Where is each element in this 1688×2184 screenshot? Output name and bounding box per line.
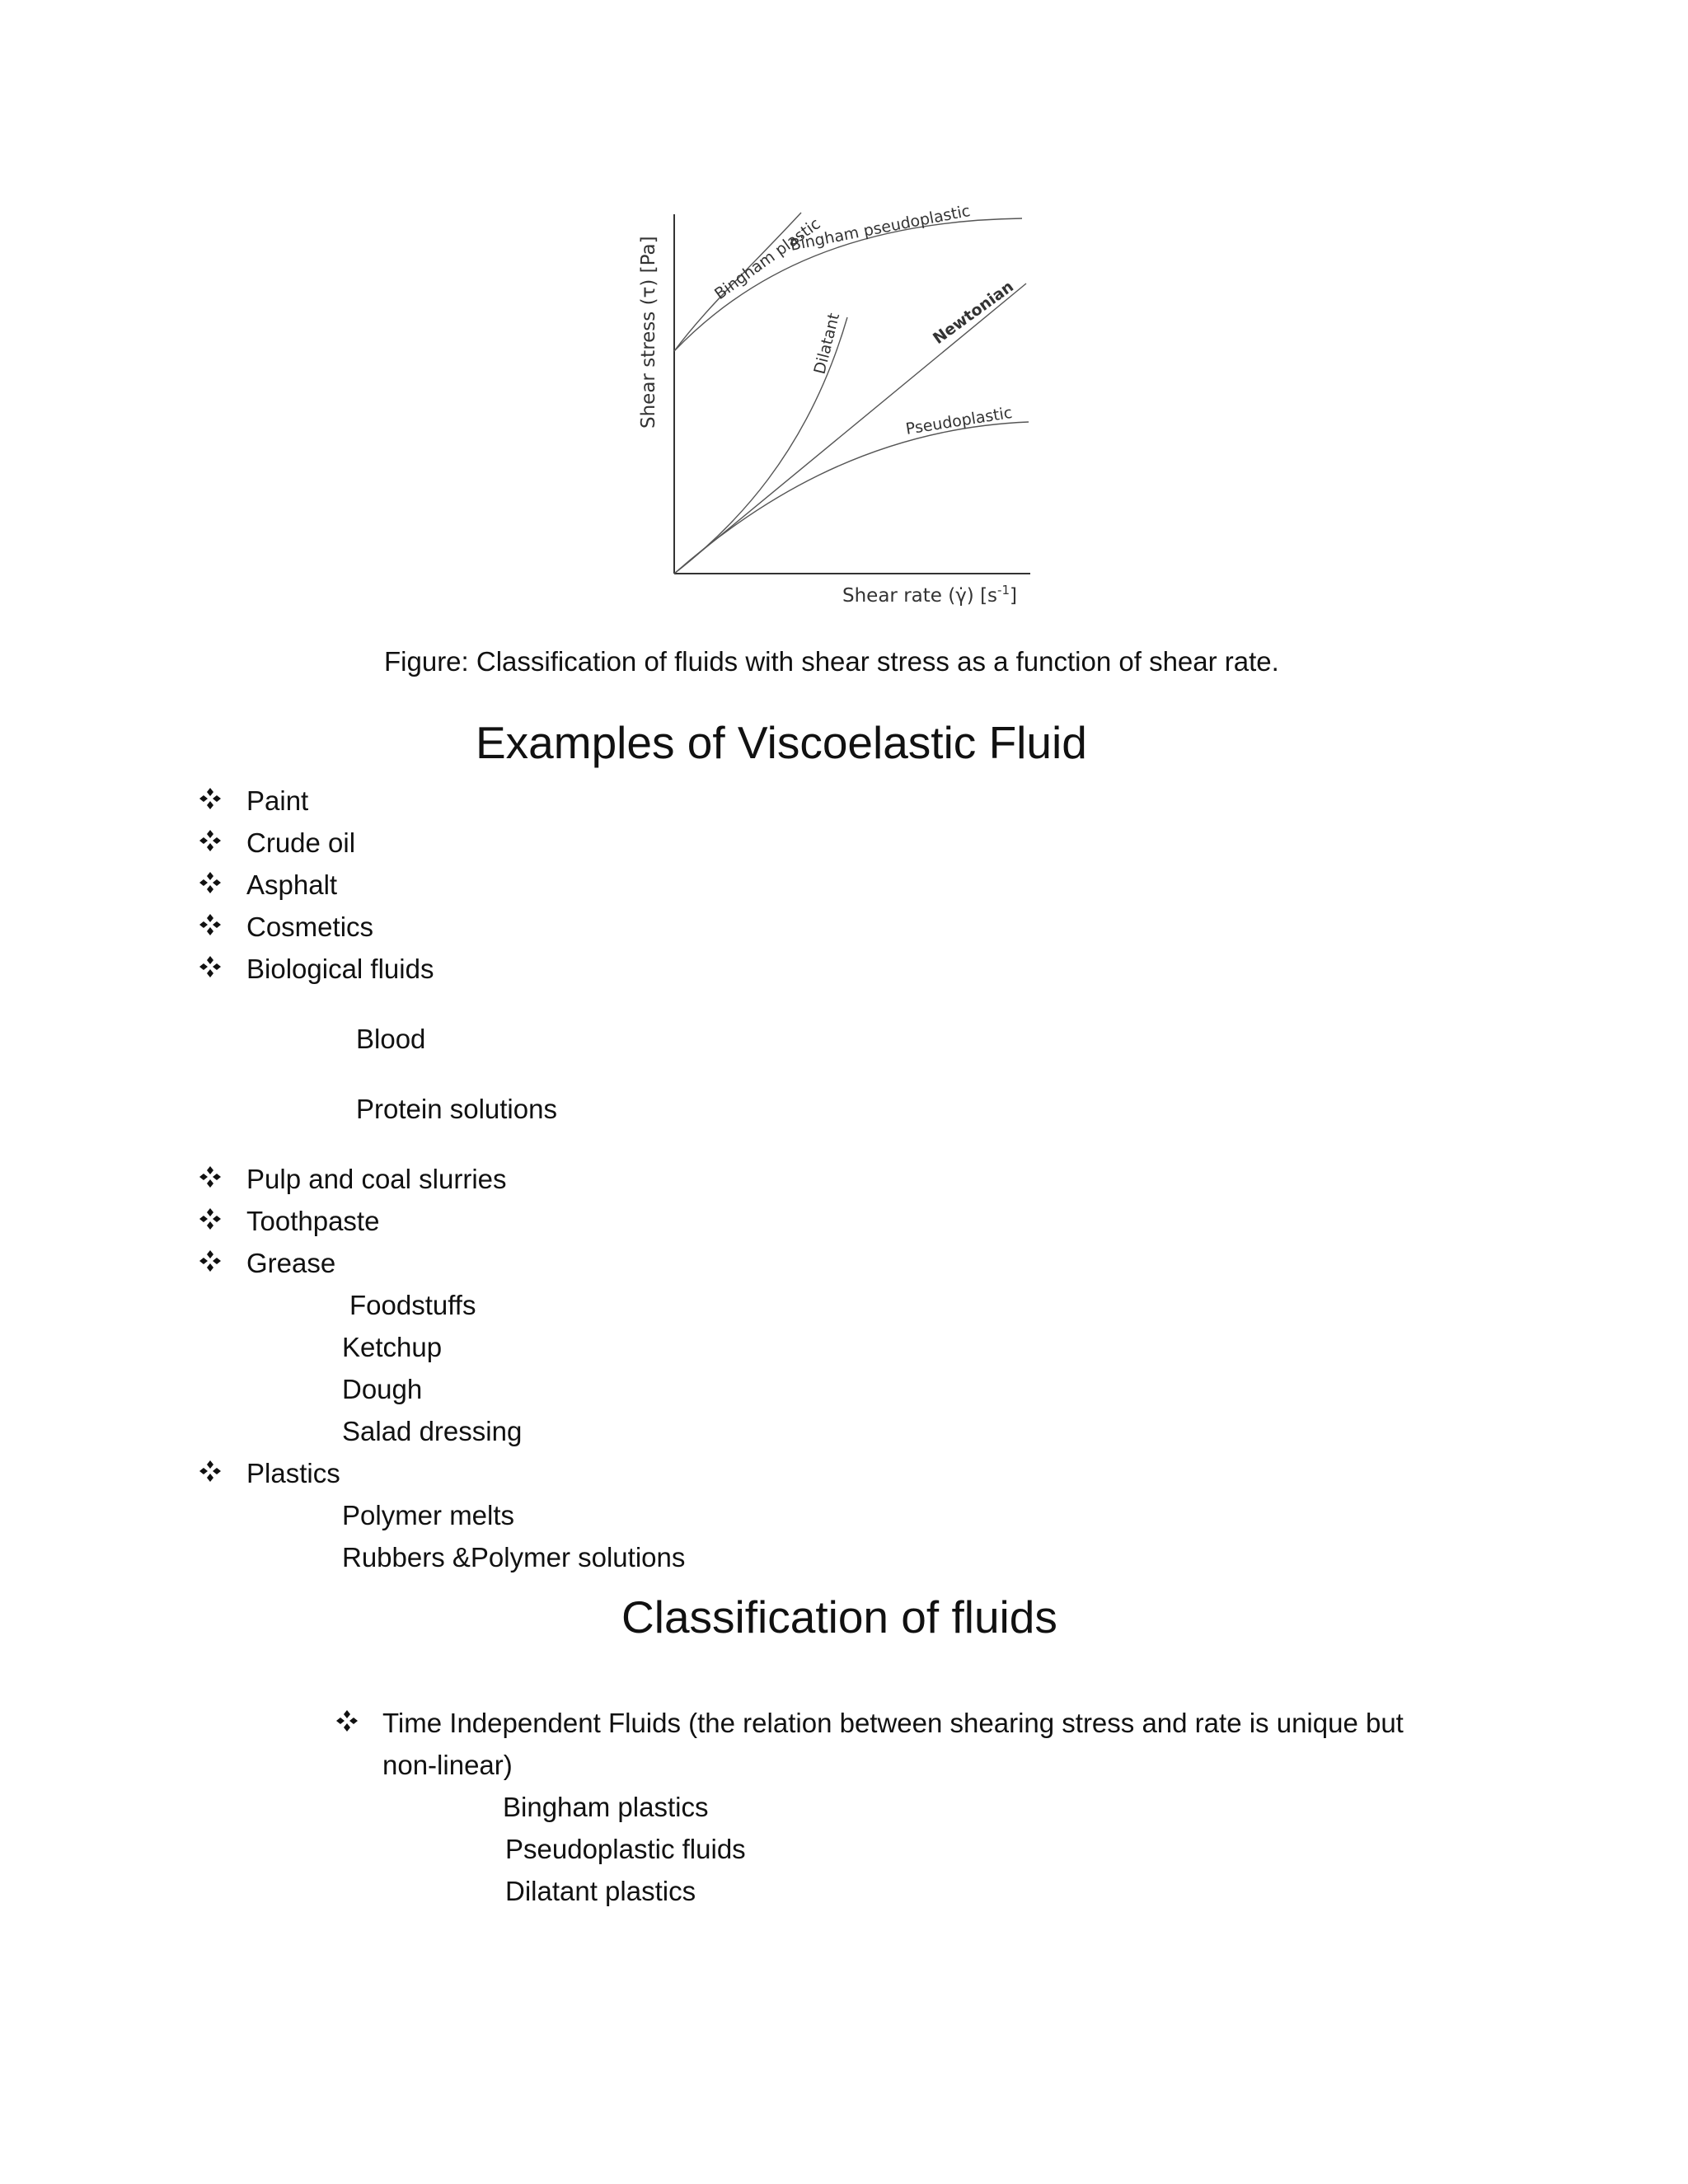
classification-subitem: Dilatant plastics xyxy=(505,1876,696,1906)
grease-subitem: Dough xyxy=(342,1374,423,1404)
grease-subitem: Foodstuffs xyxy=(349,1290,476,1320)
viscoelastic-list-item: Plastics xyxy=(246,1458,340,1488)
grease-subitem: Ketchup xyxy=(342,1332,443,1362)
four-diamond-bullet-icon xyxy=(199,829,222,852)
viscoelastic-list-item: Crude oil xyxy=(246,827,356,858)
time-independent-line-1: Time Independent Fluids (the relation between shearing stress and rate is unique but xyxy=(382,1708,1404,1738)
grease-subitem: Salad dressing xyxy=(342,1416,523,1446)
four-diamond-bullet-icon xyxy=(199,955,222,978)
viscoelastic-list-item: Paint xyxy=(246,785,309,816)
bingham-plastic-label: Bingham plastic xyxy=(711,214,824,304)
newtonian-curve xyxy=(674,284,1026,574)
plastics-subitem: Polymer melts xyxy=(342,1500,515,1530)
classification-subitem: Pseudoplastic fluids xyxy=(505,1834,746,1864)
four-diamond-bullet-icon xyxy=(199,871,222,894)
four-diamond-bullet-icon xyxy=(199,1460,222,1483)
viscoelastic-list-item: Cosmetics xyxy=(246,912,374,942)
x-axis-label xyxy=(842,583,1017,607)
viscoelastic-list-item: Asphalt xyxy=(246,869,338,900)
classification-subitem: Bingham plastics xyxy=(503,1792,709,1822)
shear-stress-figure xyxy=(626,181,1055,626)
figure-caption: Figure: Classification of fluids with shear stress as a function of shear rate. xyxy=(384,646,1279,677)
four-diamond-bullet-icon xyxy=(199,1249,222,1272)
four-diamond-bullet-icon xyxy=(199,787,222,810)
newtonian-label: Newtonian xyxy=(930,277,1017,349)
dilatant-label: Dilatant xyxy=(810,311,844,377)
viscoelastic-list-item: Grease xyxy=(246,1248,336,1278)
biological-subitem: Protein solutions xyxy=(356,1094,557,1124)
bingham-pseudoplastic-label: Bingham pseudoplastic xyxy=(788,201,972,255)
viscoelastic-list-item: Biological fluids xyxy=(246,954,434,984)
pseudoplastic-label: Pseudoplastic xyxy=(904,403,1014,438)
x-axis-label-exponent: -1 xyxy=(997,583,1010,598)
plastics-subitem: Rubbers &Polymer solutions xyxy=(342,1542,686,1572)
biological-subitem: Blood xyxy=(356,1024,426,1054)
classification-heading: Classification of fluids xyxy=(621,1591,1057,1643)
four-diamond-bullet-icon xyxy=(199,1165,222,1188)
four-diamond-bullet-icon xyxy=(335,1709,359,1732)
pseudoplastic-curve xyxy=(674,422,1029,574)
y-axis-label: Shear stress (τ) [Pa] xyxy=(638,236,659,429)
four-diamond-bullet-icon xyxy=(199,1207,222,1230)
four-diamond-bullet-icon xyxy=(199,913,222,936)
viscoelastic-list-item: Pulp and coal slurries xyxy=(246,1164,507,1194)
viscoelastic-heading: Examples of Viscoelastic Fluid xyxy=(476,717,1087,768)
time-independent-line-2: non-linear) xyxy=(382,1750,513,1780)
viscoelastic-list-item: Toothpaste xyxy=(246,1206,380,1236)
x-axis-label-base: Shear rate (γ̇) [s xyxy=(842,585,998,607)
x-axis-label-tail: ] xyxy=(1010,585,1017,607)
